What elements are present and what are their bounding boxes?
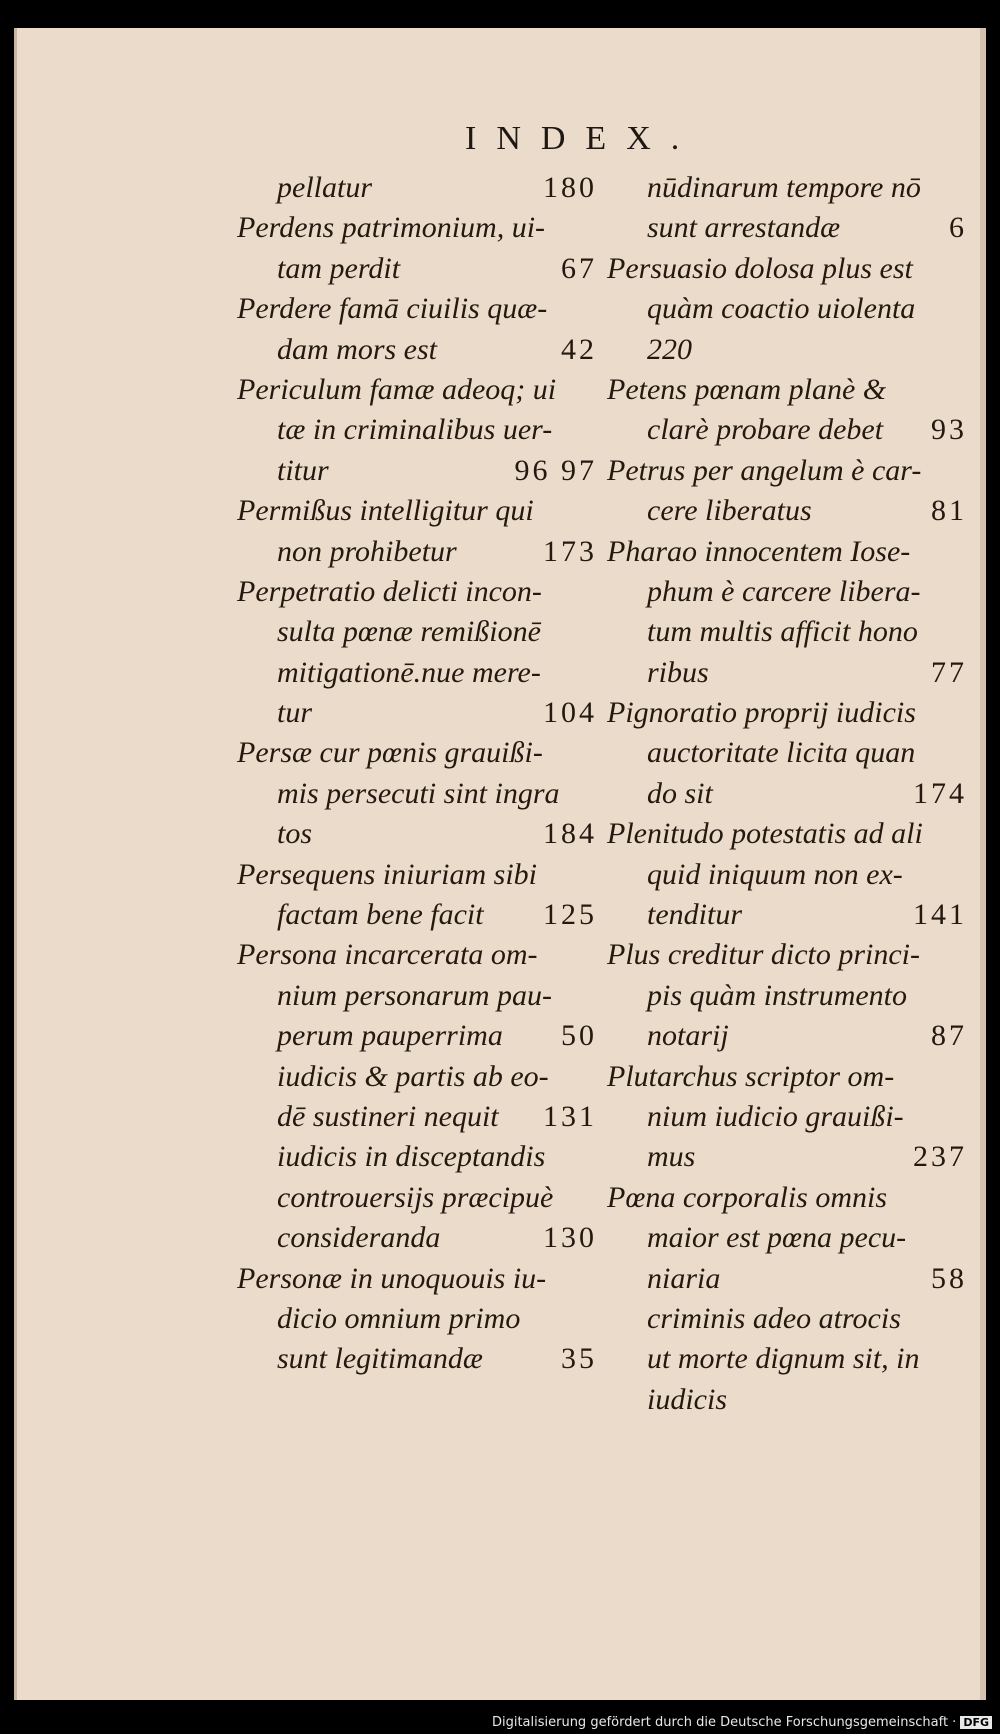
- index-entry-text: pellatur: [277, 171, 372, 204]
- index-line: [237, 1097, 597, 1137]
- index-entry-text: nūdinarum tempore nō: [647, 171, 921, 204]
- index-entry-text: quàm coactio uiolenta: [647, 292, 916, 326]
- index-line: [237, 774, 597, 814]
- index-line: [607, 1339, 967, 1379]
- index-page-number: 104: [543, 696, 597, 730]
- index-entry-text: pis quàm instrumento: [647, 978, 908, 1012]
- index-entry-text: Persequens iniuriam sibi: [237, 857, 537, 891]
- index-page-number: 173: [543, 534, 597, 568]
- index-entry-text: Personæ in unoquouis iu-: [237, 1261, 547, 1295]
- index-line: [237, 491, 597, 531]
- index-line: [237, 572, 597, 612]
- index-entry-text: Pharao innocentem Iose-: [607, 534, 911, 568]
- index-entry-text: sunt arrestandæ: [647, 211, 841, 245]
- index-entry-text: tum multis afficit hono: [647, 615, 918, 649]
- index-entry-text: nium iudicio grauißi-: [647, 1099, 904, 1133]
- index-entry-text: iudicis & partis ab eo-: [277, 1059, 549, 1093]
- index-entry-text: ribus: [647, 655, 709, 689]
- index-line: [237, 1218, 597, 1258]
- index-entry-text: sulta pœnæ remißionē: [277, 615, 541, 649]
- index-entry-text: perum pauperrima: [277, 1019, 503, 1053]
- index-entry-text: iudicis: [647, 1382, 727, 1416]
- index-page-number: 67: [561, 251, 597, 285]
- index-entry-text: Pignoratio proprij iudicis: [607, 696, 916, 730]
- index-line: [607, 693, 967, 733]
- index-entry-text: nium personarum pau-: [277, 978, 552, 1012]
- index-line: [237, 976, 597, 1016]
- index-page-number: 77: [931, 655, 967, 689]
- index-entry-text: Plenitudo potestatis ad ali: [607, 817, 923, 851]
- index-entry-text: dam mors est: [277, 332, 438, 366]
- index-entry-text: titur: [277, 453, 329, 487]
- index-line: [237, 289, 597, 329]
- index-line: [607, 895, 967, 935]
- index-entry-text: mus: [647, 1140, 696, 1174]
- dfg-logo: DFG: [960, 1716, 992, 1729]
- right-index-column: [607, 168, 967, 1420]
- index-line: [237, 935, 597, 975]
- index-line: [237, 1339, 597, 1379]
- index-line: [607, 1178, 967, 1218]
- index-entry-text: Plutarchus scriptor om-: [607, 1059, 895, 1093]
- index-entry-text: Petens pœnam planè &: [607, 372, 887, 406]
- index-line: [607, 370, 967, 410]
- index-entry-text: quid iniquum non ex-: [647, 857, 903, 891]
- index-entry-text: cere liberatus: [647, 494, 812, 528]
- index-entry-text: tenditur: [647, 898, 742, 932]
- index-line: [607, 168, 967, 208]
- index-entry-text: Pœna corporalis omnis: [607, 1180, 888, 1214]
- index-line: [607, 774, 967, 814]
- index-line: [237, 1178, 597, 1218]
- index-line: [607, 976, 967, 1016]
- index-page-number: 42: [561, 332, 597, 366]
- index-line: [237, 1259, 597, 1299]
- index-line: [607, 410, 967, 450]
- index-line: [607, 1016, 967, 1056]
- index-entry-text: dicio omnium primo: [277, 1301, 521, 1335]
- index-line: [237, 168, 597, 208]
- index-entry-text: criminis adeo atrocis: [647, 1301, 901, 1335]
- index-line: [607, 532, 967, 572]
- index-line: [237, 1016, 597, 1056]
- index-entry-text: maior est pœna pecu-: [647, 1221, 907, 1255]
- index-page-number: 81: [931, 494, 967, 528]
- index-line: [237, 249, 597, 289]
- running-header: INDEX.: [465, 120, 700, 157]
- footer-credit: [492, 1715, 992, 1730]
- index-entry-text: tam perdit: [277, 251, 401, 285]
- index-page-number: 96 97: [514, 453, 597, 487]
- index-entry-text: Persuasio dolosa plus est: [607, 251, 913, 285]
- index-page-number: 180: [543, 171, 597, 204]
- index-line: [237, 330, 597, 370]
- index-line: [607, 1097, 967, 1137]
- index-line: [237, 410, 597, 450]
- left-index-column: [237, 168, 597, 1380]
- index-entry-text: tos: [277, 817, 313, 851]
- index-line: [607, 1380, 967, 1420]
- index-line: [237, 370, 597, 410]
- index-line: [237, 814, 597, 854]
- index-entry-text: Persona incarcerata om-: [237, 938, 538, 972]
- index-entry-text: dē sustineri nequit: [277, 1099, 499, 1133]
- index-line: [607, 1137, 967, 1177]
- index-entry-text: 220: [647, 332, 692, 366]
- index-entry-text: ut morte dignum sit, in: [647, 1342, 920, 1376]
- index-line: [237, 653, 597, 693]
- index-page-number: 87: [931, 1019, 967, 1053]
- index-line: [607, 491, 967, 531]
- index-entry-text: tur: [277, 696, 313, 730]
- index-entry-text: Petrus per angelum è car-: [607, 453, 922, 487]
- index-line: [607, 249, 967, 289]
- index-page-number: 35: [561, 1342, 597, 1376]
- index-page-number: 125: [543, 898, 597, 932]
- index-line: [607, 1057, 967, 1097]
- index-page-number: 130: [543, 1221, 597, 1255]
- index-line: [607, 1299, 967, 1339]
- index-line: [237, 1299, 597, 1339]
- index-line: [607, 289, 967, 329]
- index-page-number: 174: [913, 776, 967, 810]
- index-entry-text: Permißus intelligitur qui: [237, 494, 534, 528]
- index-line: [607, 855, 967, 895]
- index-entry-text: Perdens patrimonium, ui-: [237, 211, 546, 245]
- index-entry-text: sunt legitimandæ: [277, 1342, 483, 1376]
- index-page-number: 184: [543, 817, 597, 851]
- index-line: [607, 330, 967, 370]
- index-line: [237, 1137, 597, 1177]
- index-entry-text: non prohibetur: [277, 534, 457, 568]
- index-entry-text: do sit: [647, 776, 713, 810]
- index-line: [607, 572, 967, 612]
- index-page-number: 237: [913, 1140, 967, 1174]
- index-page-number: 6: [949, 211, 967, 245]
- index-entry-text: auctoritate licita quan: [647, 736, 916, 770]
- index-line: [237, 1057, 597, 1097]
- index-entry-text: niaria: [647, 1261, 721, 1295]
- index-entry-text: Periculum famæ adeoq; ui: [237, 372, 557, 406]
- footer-text: Digitalisierung gefördert durch die Deutsche Forschungsgemeinschaft ·: [491, 1715, 957, 1730]
- index-entry-text: phum è carcere libera-: [647, 574, 921, 608]
- index-line: [607, 814, 967, 854]
- index-entry-text: notarij: [647, 1019, 729, 1053]
- index-entry-text: mitigationē.nue mere-: [277, 655, 541, 689]
- index-line: [607, 1218, 967, 1258]
- index-page-number: 50: [561, 1019, 597, 1053]
- index-entry-text: Persæ cur pœnis grauißi-: [237, 736, 543, 770]
- index-line: [607, 208, 967, 248]
- index-entry-text: Perdere famā ciuilis quæ-: [237, 292, 548, 326]
- index-entry-text: clarè probare debet: [647, 413, 884, 447]
- index-line: [607, 1259, 967, 1299]
- index-line: [237, 208, 597, 248]
- index-page-number: 58: [931, 1261, 967, 1295]
- index-line: [607, 733, 967, 773]
- book-page: [14, 28, 986, 1700]
- index-entry-text: factam bene facit: [277, 898, 484, 932]
- index-line: [237, 895, 597, 935]
- index-entry-text: mis persecuti sint ingra: [277, 776, 560, 810]
- index-entry-text: consideranda: [277, 1221, 441, 1255]
- index-page-number: 93: [931, 413, 967, 447]
- index-page-number: 141: [913, 898, 967, 932]
- index-entry-text: controuersijs præcipuè: [277, 1180, 554, 1214]
- index-page-number: 131: [543, 1099, 597, 1133]
- index-line: [237, 693, 597, 733]
- index-line: [607, 653, 967, 693]
- index-entry-text: iudicis in disceptandis: [277, 1140, 546, 1174]
- index-entry-text: Perpetratio delicti incon-: [237, 574, 542, 608]
- index-line: [607, 612, 967, 652]
- index-line: [237, 612, 597, 652]
- index-line: [237, 532, 597, 572]
- index-line: [237, 733, 597, 773]
- index-entry-text: tæ in criminalibus uer-: [277, 413, 553, 447]
- index-line: [237, 451, 597, 491]
- index-entry-text: Plus creditur dicto princi-: [607, 938, 921, 972]
- index-line: [607, 451, 967, 491]
- index-line: [607, 935, 967, 975]
- index-line: [237, 855, 597, 895]
